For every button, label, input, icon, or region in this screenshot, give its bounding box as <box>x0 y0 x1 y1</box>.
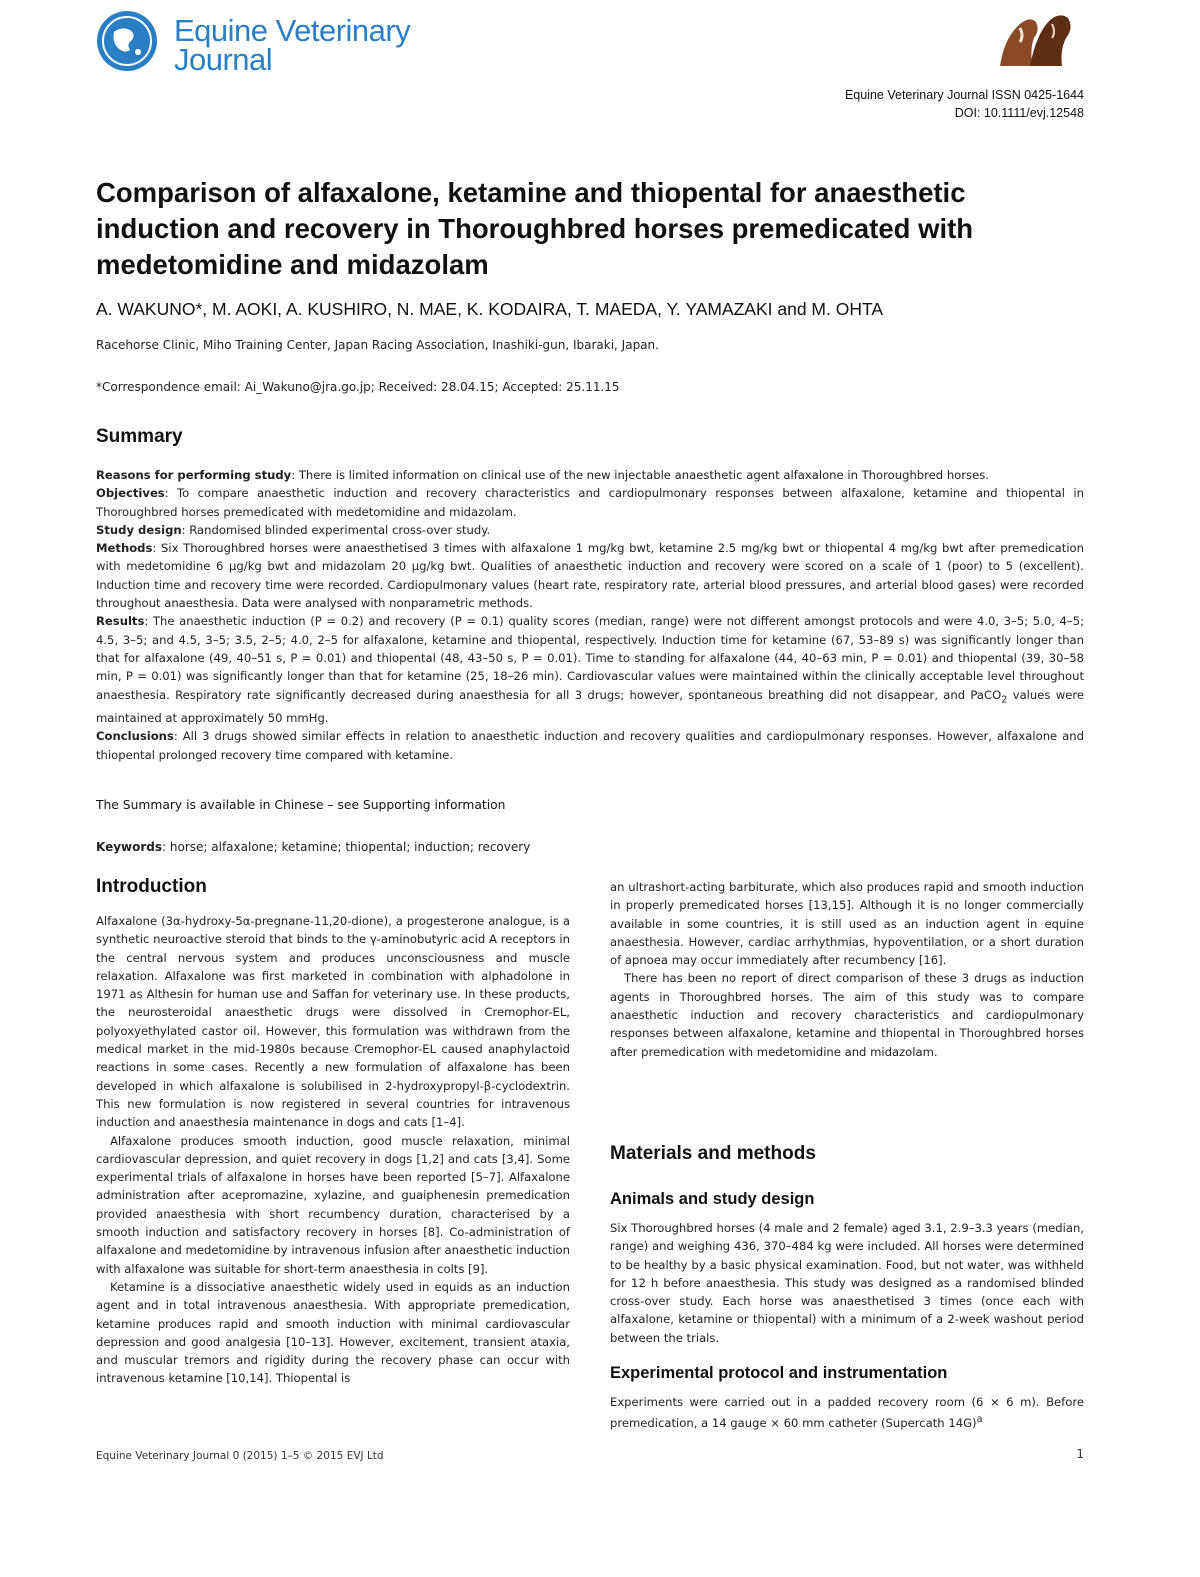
article-title: Comparison of alfaxalone, ketamine and thiopental for anaesthetic induction and recovery in Thoroughbred horses premedicated with medetomidine and midazolam <box>96 177 974 280</box>
intro-paragraph-1: Alfaxalone (3α-hydroxy-5α-pregnane-11,20-dione), a progesterone analogue, is a synthetic neuroactive steroid that binds to the γ-aminobutyric acid A receptors in the central nervous system and produces unconsciousness and muscle relaxation. Alfaxalone was first marketed in combination with alphadolone in 1971 as Althesin for human use and Saffan for veterinary use. In these products, the neurosteroidal anaesthetic drugs were dissolved in Cremophor-EL, polyoxyethylated castor oil. However, this formulation was withdrawn from the medical market in the mid-1980s because Cremophor-EL caused anaphylactoid reactions in some cases. Recently a new formulation of alfaxalone has been developed in which alfaxalone is solubilised in 2-hydroxypropyl-β-cyclodextrin. This new formulation is now registered in several countries for intravenous induction and anaesthesia maintenance in dogs and cats [1–4]. <box>96 914 570 1130</box>
introduction-right-column <box>610 878 1084 1061</box>
conclusions-label: Conclusions <box>96 729 174 744</box>
summary-body <box>96 466 1084 764</box>
correspondence: *Correspondence email: Ai_Wakuno@jra.go.jp; Received: 28.04.15; Accepted: 25.11.15 <box>96 380 620 394</box>
horse-photo-icon <box>990 8 1082 68</box>
issn: Equine Veterinary Journal ISSN 0425-1644 <box>844 88 1084 102</box>
author-list: A. WAKUNO*, M. AOKI, A. KUSHIRO, N. MAE, K. KODAIRA, T. MAEDA, Y. YAMAZAKI and M. OHTA <box>96 299 884 319</box>
summary-results <box>96 612 1084 727</box>
experimental-paragraph <box>610 1393 1084 1432</box>
results-label: Results <box>96 614 145 629</box>
summary-methods <box>96 539 1084 612</box>
objectives-label: Objectives <box>96 486 165 501</box>
keywords-text: : horse; alfaxalone; ketamine; thiopental; induction; recovery <box>162 840 531 854</box>
conclusions-text: : All 3 drugs showed similar effects in relation to anaesthetic induction and recovery qualities and cardiopulmonary responses. However, alfaxalone and thiopental prolonged recovery time compared with ketamine. <box>96 729 1084 762</box>
introduction-left-column <box>96 912 570 1388</box>
page-number: 1 <box>1076 1447 1084 1461</box>
experimental-footnote-marker: a <box>976 1414 983 1426</box>
animals-section <box>610 1219 1084 1347</box>
methods-heading: Materials and methods <box>610 1143 816 1164</box>
methods-label: Methods <box>96 541 153 556</box>
design-text: : Randomised blinded experimental cross-over study. <box>181 522 491 537</box>
keywords-label: Keywords <box>96 840 163 854</box>
objectives-text: : To compare anaesthetic induction and recovery characteristics and cardiopulmonary responses between alfaxalone, ketamine and thiopental in Thoroughbred horses premedicated with medetomidine and midazolam. <box>96 486 1084 519</box>
summary-objectives <box>96 484 1084 521</box>
experimental-heading: Experimental protocol and instrumentation <box>610 1364 948 1382</box>
methods-text: : Six Thoroughbred horses were anaesthetised 3 times with alfaxalone 1 mg/kg bwt, ketamine 2.5 mg/kg bwt or thiopental 4 mg/kg bwt after premedication with medetomidine 6 μg/kg bwt and midazolam 20 μg/kg bwt. Qualities of anaesthetic induction and recovery were scored on a scale of 1 (poor) to 5 (excellent). Induction time and recovery time were recorded. Cardiopulmonary values (heart rate, respiratory rate, arterial blood pressures, and arterial blood gases) were recorded throughout anaesthesia. Data were analysed with nonparametric methods. <box>96 541 1084 611</box>
results-text-b: values were maintained at approximately 50 mmHg. <box>96 687 1084 726</box>
chinese-summary-note[interactable]: The Summary is available in Chinese – see Supporting information <box>96 798 506 812</box>
results-text-a: : The anaesthetic induction (P = 0.2) and recovery (P = 0.1) quality scores (median, range) were not different amongst protocols and were 4.0, 3–5; 5.0, 4–5; 4.5, 3–5; and 4.5, 3–5; 3.5, 2–5; 4.0, 2–5 for alfaxalone, ketamine and thiopental, respectively. Induction time for ketamine (67, 53–89 s) was significantly longer than that for alfaxalone (49, 40–51 s, P = 0.01) and thiopental (48, 43–50 s, P = 0.01). Time to standing for alfaxalone (44, 40–63 min, P = 0.01) and thiopental (39, 30–58 min, P = 0.01) was significantly longer than that for ketamine (25, 18–26 min). Cardiovascular values were maintained within the clinically acceptable level throughout anaesthesia. Respiratory rate significantly decreased during anaesthesia for all 3 drugs; however, spontaneous breathing did not disappear, and PaCO <box>96 614 1084 702</box>
reasons-label: Reasons for performing study <box>96 468 292 482</box>
experimental-text: Experiments were carried out in a padded recovery room (6 × 6 m). Before premedication, a 14 gauge × 60 mm catheter (Supercath 14G) <box>610 1395 1084 1431</box>
footer-citation: Equine Veterinary Journal 0 (2015) 1–5 © 2015 EVJ Ltd <box>96 1450 384 1462</box>
introduction-heading: Introduction <box>96 876 207 897</box>
results-subscript: 2 <box>1001 693 1008 705</box>
summary-design <box>96 521 1084 539</box>
summary-heading: Summary <box>96 426 183 447</box>
doi[interactable]: DOI: 10.1111/evj.12548 <box>954 106 1084 120</box>
intro-paragraph-4: an ultrashort-acting barbiturate, which also produces rapid and smooth induction in properly premedicated horses [13,15]. Although it is no longer commercially available in some countries, it is still used as an induction agent in equine anaesthesia. However, cardiac arrhythmias, hypoventilation, or a short duration of apnoea may occur immediately after recumbency [16]. <box>610 880 1084 968</box>
intro-paragraph-3: Ketamine is a dissociative anaesthetic widely used in equids as an induction agent and in total intravenous anaesthesia. With appropriate premedication, ketamine produces rapid and smooth induction with minimal cardiovascular depression and good analgesia [10–13]. However, excitement, transient ataxia, and muscular tremors and rigidity during the recovery phase can occur with intravenous ketamine [10,14]. Thiopental is <box>96 1279 570 1386</box>
intro-paragraph-2: Alfaxalone produces smooth induction, good muscle relaxation, minimal cardiovascular depression, and quiet recovery in dogs [1,2] and cats [3,4]. Some experimental trials of alfaxalone in horses have been reported [5–7]. Alfaxalone administration after acepromazine, xylazine, and guaiphenesin premedication provided anaesthesia with short recumbency duration, characterised by a smooth induction and satisfactory recovery in horses [8]. Co-administration of alfaxalone and medetomidine by intravenous infusion after anaesthetic induction with alfaxalone was suitable for short-term anaesthesia in colts [9]. <box>96 1133 570 1276</box>
reasons-text: : There is limited information on clinical use of the new injectable anaesthetic agent alfaxalone in Thoroughbred horses. <box>291 468 989 482</box>
journal-globe-icon <box>96 10 158 72</box>
animals-heading: Animals and study design <box>610 1190 815 1208</box>
logo-line-1: Equine Veterinary <box>174 13 411 48</box>
keywords <box>96 840 1084 854</box>
journal-logo-text <box>174 13 534 77</box>
design-label: Study design <box>96 522 182 537</box>
logo-line-2: Journal <box>174 42 273 77</box>
animals-paragraph: Six Thoroughbred horses (4 male and 2 female) aged 3.1, 2.9–3.3 years (median, range) and weighing 436, 370–484 kg were included. All horses were determined to be healthy by a basic physical examination. Food, but not water, was withheld for 12 h before anaesthesia. This study was designed as a randomised blinded cross-over study. Each horse was anaesthetised 3 times (once each with alfaxalone, ketamine or thiopental) with a minimum of a 2-week washout period between the trials. <box>610 1221 1084 1345</box>
intro-paragraph-5: There has been no report of direct comparison of these 3 drugs as induction agents in Thoroughbred horses. The aim of this study was to compare anaesthetic induction and recovery characteristics and cardiopulmonary responses between alfaxalone, ketamine and thiopental in Thoroughbred horses after premedication with medetomidine and midazolam. <box>610 971 1084 1059</box>
affiliation: Racehorse Clinic, Miho Training Center, Japan Racing Association, Inashiki-gun, Ibaraki, Japan. <box>96 338 659 352</box>
summary-conclusions <box>96 727 1084 764</box>
experimental-section <box>610 1393 1084 1432</box>
summary-reasons <box>96 466 1084 484</box>
journal-issn-block <box>845 86 1084 122</box>
